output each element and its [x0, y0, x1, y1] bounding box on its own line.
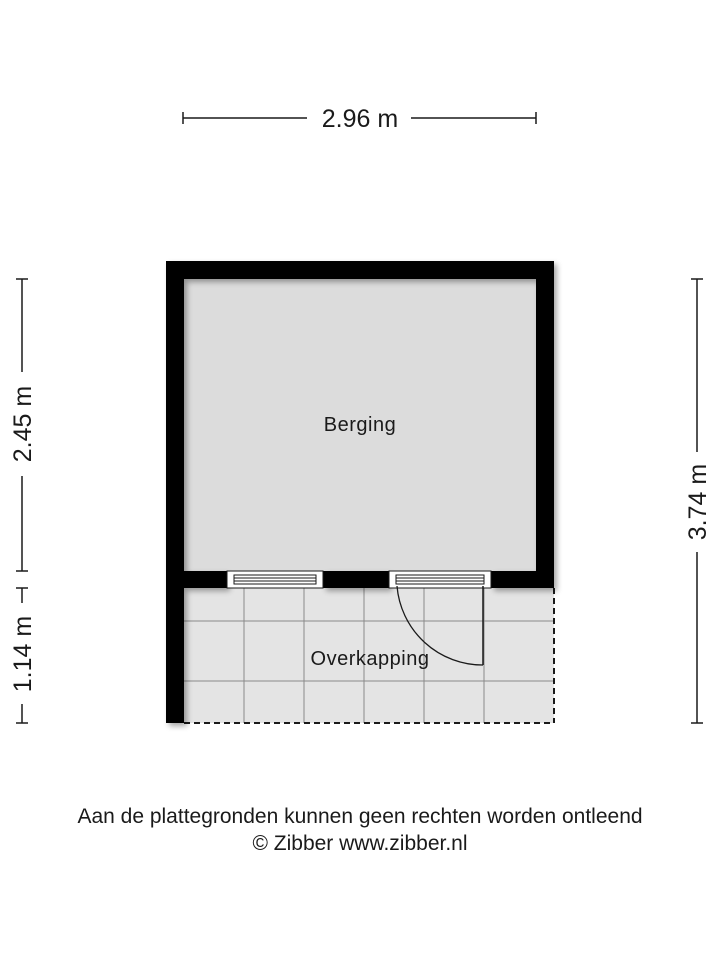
dimension-top-label: 2.96 m [321, 105, 399, 133]
dimension-left-lower [9, 588, 37, 723]
footer-copyright: © Zibber www.zibber.nl [252, 832, 468, 855]
window [227, 571, 323, 588]
dimension-left-lower-label: 1.14 m [9, 615, 37, 693]
room-label-storage: Berging [323, 414, 397, 436]
door-frame [389, 571, 491, 588]
dimension-top [183, 105, 536, 133]
dimension-left-upper-label: 2.45 m [9, 385, 37, 463]
footer-disclaimer: Aan de plattegronden kunnen geen rechten worden ontleend [77, 805, 643, 828]
dimension-left-upper [9, 279, 37, 571]
dimension-right-label: 3.74 m [684, 463, 712, 541]
dimension-right [684, 279, 712, 723]
room-label-canopy: Overkapping [310, 648, 430, 670]
